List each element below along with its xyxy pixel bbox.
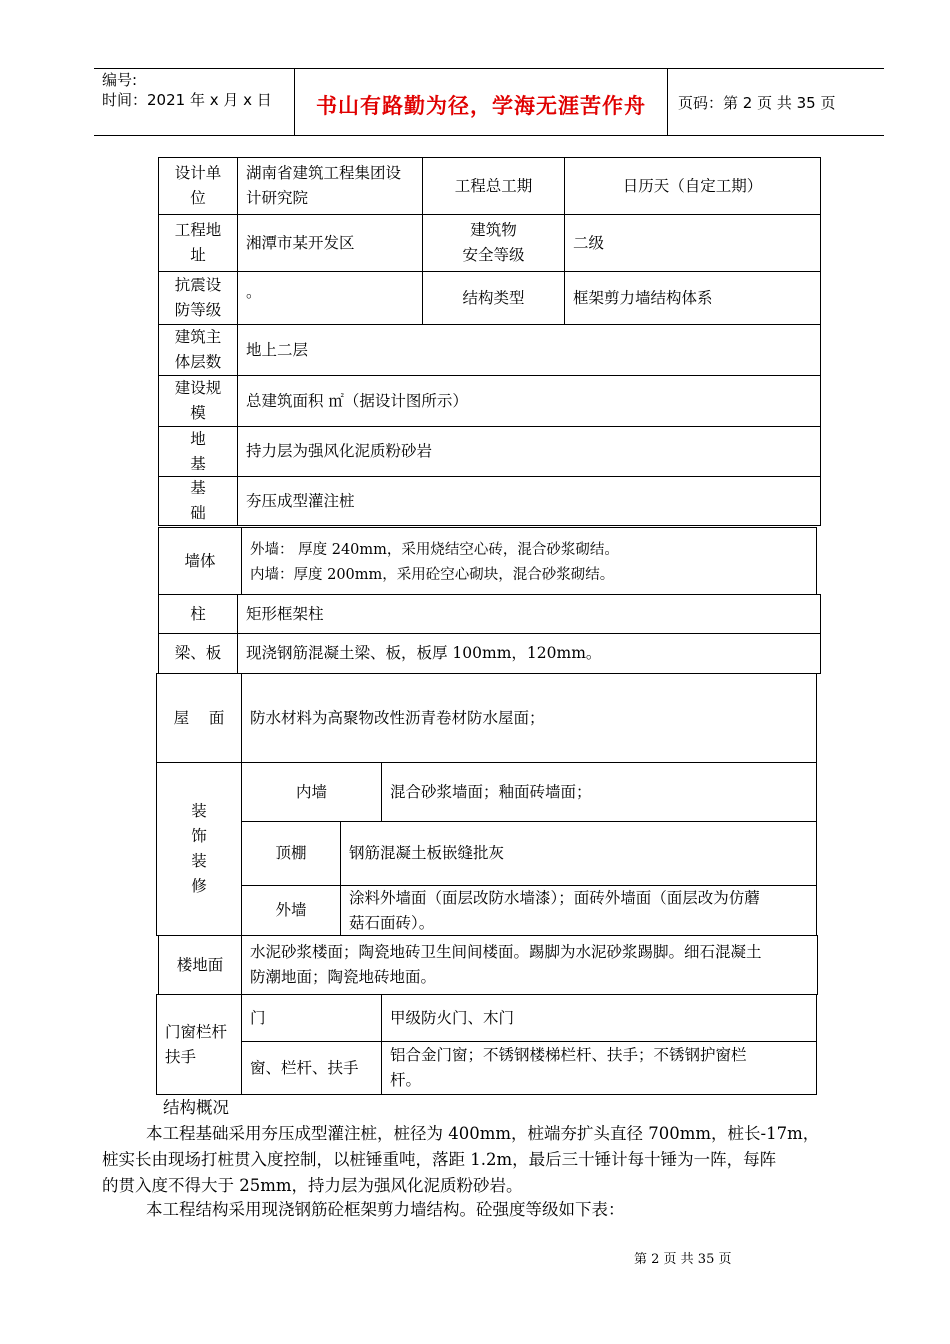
window-value	[381, 1041, 817, 1095]
inner-wall-value: 混合砂浆墙面；釉面砖墙面；	[381, 762, 817, 822]
foundation-soil-label	[158, 426, 238, 477]
header-top-rule	[94, 68, 884, 69]
total-period-value: 日历天（自定工期）	[564, 157, 821, 215]
foundation-label-line1: 基	[190, 479, 206, 497]
decoration-label-char1: 装	[191, 802, 207, 820]
para2: 本工程结构采用现浇钢筋砼框架剪力墙结构。砼强度等级如下表：	[146, 1200, 625, 1219]
floors-label-line1: 建筑主	[174, 328, 222, 346]
door-group-label-line2: 扶手	[165, 1047, 197, 1066]
floors-value: 地上二层	[237, 324, 821, 376]
ceiling-label: 顶棚	[241, 821, 341, 886]
roof-label	[156, 673, 242, 763]
outer-wall-label: 外墙	[241, 885, 341, 936]
column-value: 矩形框架柱	[237, 594, 821, 634]
safety-label-line2: 安全等级	[462, 246, 525, 264]
address-label	[158, 214, 238, 272]
page-label: 页码：第 2 页 共 35 页	[678, 94, 836, 112]
outer-wall-value-line2: 菇石面砖）。	[349, 913, 435, 932]
header-divider-left	[294, 68, 295, 136]
roof-value: 防水材料为高聚物改性沥青卷材防水屋面；	[241, 673, 817, 763]
scale-value: 总建筑面积 ㎡（据设计图所示）	[237, 375, 821, 427]
door-group-label	[156, 994, 242, 1095]
scale-label-line1: 建设规	[174, 379, 222, 397]
beam-label: 梁、板	[158, 633, 238, 674]
seismic-label-line2: 防等级	[174, 301, 222, 319]
header-bottom-rule	[94, 135, 884, 136]
foundation-value: 夯压成型灌注桩	[237, 476, 821, 526]
design-unit-label-line2: 位	[190, 189, 206, 207]
decoration-label	[156, 762, 242, 936]
safety-label-line1: 建筑物	[470, 221, 517, 239]
window-label: 窗、栏杆、扶手	[241, 1041, 382, 1095]
outer-wall-value-line1: 涂料外墙面（面层改防水墙漆）；面砖外墙面（面层改为仿蘑	[349, 888, 760, 907]
floor-value-line2: 防潮地面；陶瓷地砖地面。	[250, 968, 437, 986]
wall-value-inner: 内墙：厚度 200mm，采用砼空心砌块，混合砂浆砌结。	[250, 567, 615, 583]
floors-label-line2: 体层数	[174, 353, 222, 371]
foundation-soil-label-line2: 基	[190, 454, 206, 473]
structure-type-value: 框架剪力墙结构体系	[564, 271, 821, 325]
motto: 书山有路勤为径，学海无涯苦作舟	[316, 94, 646, 118]
address-label-line1: 工程地	[174, 221, 222, 239]
time-label: 时间：2021 年 x 月 x 日	[102, 91, 272, 109]
total-period-label: 工程总工期	[422, 157, 565, 215]
floor-label: 楼地面	[158, 935, 242, 995]
door-value: 甲级防火门、木门	[381, 994, 817, 1042]
foundation-soil-label-line1: 地	[190, 429, 206, 448]
safety-label	[422, 214, 565, 272]
window-value-line2: 杆。	[390, 1071, 422, 1089]
address-label-line2: 址	[190, 246, 206, 264]
foundation-label	[158, 476, 238, 526]
ceiling-value: 钢筋混凝土板嵌缝批灰	[340, 821, 817, 886]
wall-value-outer: 外墙： 厚度 240mm，采用烧结空心砖，混合砂浆砌结。	[250, 542, 619, 558]
design-unit-value	[237, 157, 423, 215]
header-divider-right	[667, 68, 668, 136]
door-group-label-line1: 门窗栏杆	[165, 1022, 228, 1041]
para1-line1: 本工程基础采用夯压成型灌注桩，桩径为 400mm，桩端夯扩头直径 700mm，桩长-17m，	[146, 1124, 820, 1143]
foundation-label-line2: 础	[190, 504, 206, 522]
outer-wall-value	[340, 885, 817, 936]
beam-value: 现浇钢筋混凝土梁、板，板厚 100mm，120mm。	[237, 633, 821, 674]
foundation-soil-value: 持力层为强风化泥质粉砂岩	[237, 426, 821, 477]
decoration-label-char2: 饰	[191, 827, 207, 845]
design-unit-label-line1: 设计单	[174, 164, 222, 182]
wall-value	[241, 527, 817, 595]
safety-value: 二级	[564, 214, 821, 272]
section-title: 结构概况	[163, 1098, 229, 1117]
column-label: 柱	[158, 594, 238, 634]
scale-label-line2: 模	[190, 404, 206, 422]
seismic-label	[158, 271, 238, 325]
seismic-label-line1: 抗震设	[174, 276, 222, 294]
door-label: 门	[241, 994, 382, 1042]
design-unit-value-line1: 湖南省建筑工程集团设	[246, 164, 402, 182]
serial-label: 编号:	[102, 71, 138, 89]
para1-line3: 的贯入度不得大于 25mm，持力层为强风化泥质粉砂岩。	[102, 1176, 523, 1195]
footer-page-number: 第 2 页 共 35 页	[634, 1252, 732, 1267]
seismic-value: 。	[237, 271, 423, 325]
inner-wall-label: 内墙	[241, 762, 382, 822]
design-unit-label	[158, 157, 238, 215]
wall-label: 墙体	[158, 527, 242, 595]
floors-label	[158, 324, 238, 376]
scale-label	[158, 375, 238, 427]
floor-value	[241, 935, 818, 995]
para1-line2: 桩实长由现场打桩贯入度控制，以桩锤重吨，落距 1.2m，最后三十锤计每十锤为一阵，每阵	[102, 1150, 777, 1169]
roof-label-text: 屋 面	[173, 708, 225, 727]
structure-type-label: 结构类型	[422, 271, 565, 325]
decoration-label-char3: 装	[191, 852, 207, 870]
design-unit-value-line2: 计研究院	[246, 189, 309, 207]
decoration-label-char4: 修	[191, 877, 207, 895]
window-value-line1: 铝合金门窗；不锈钢楼梯栏杆、扶手；不锈钢护窗栏	[390, 1046, 747, 1064]
address-value: 湘潭市某开发区	[237, 214, 423, 272]
floor-value-line1: 水泥砂浆楼面；陶瓷地砖卫生间间楼面。踢脚为水泥砂浆踢脚。细石混凝土	[250, 943, 762, 961]
